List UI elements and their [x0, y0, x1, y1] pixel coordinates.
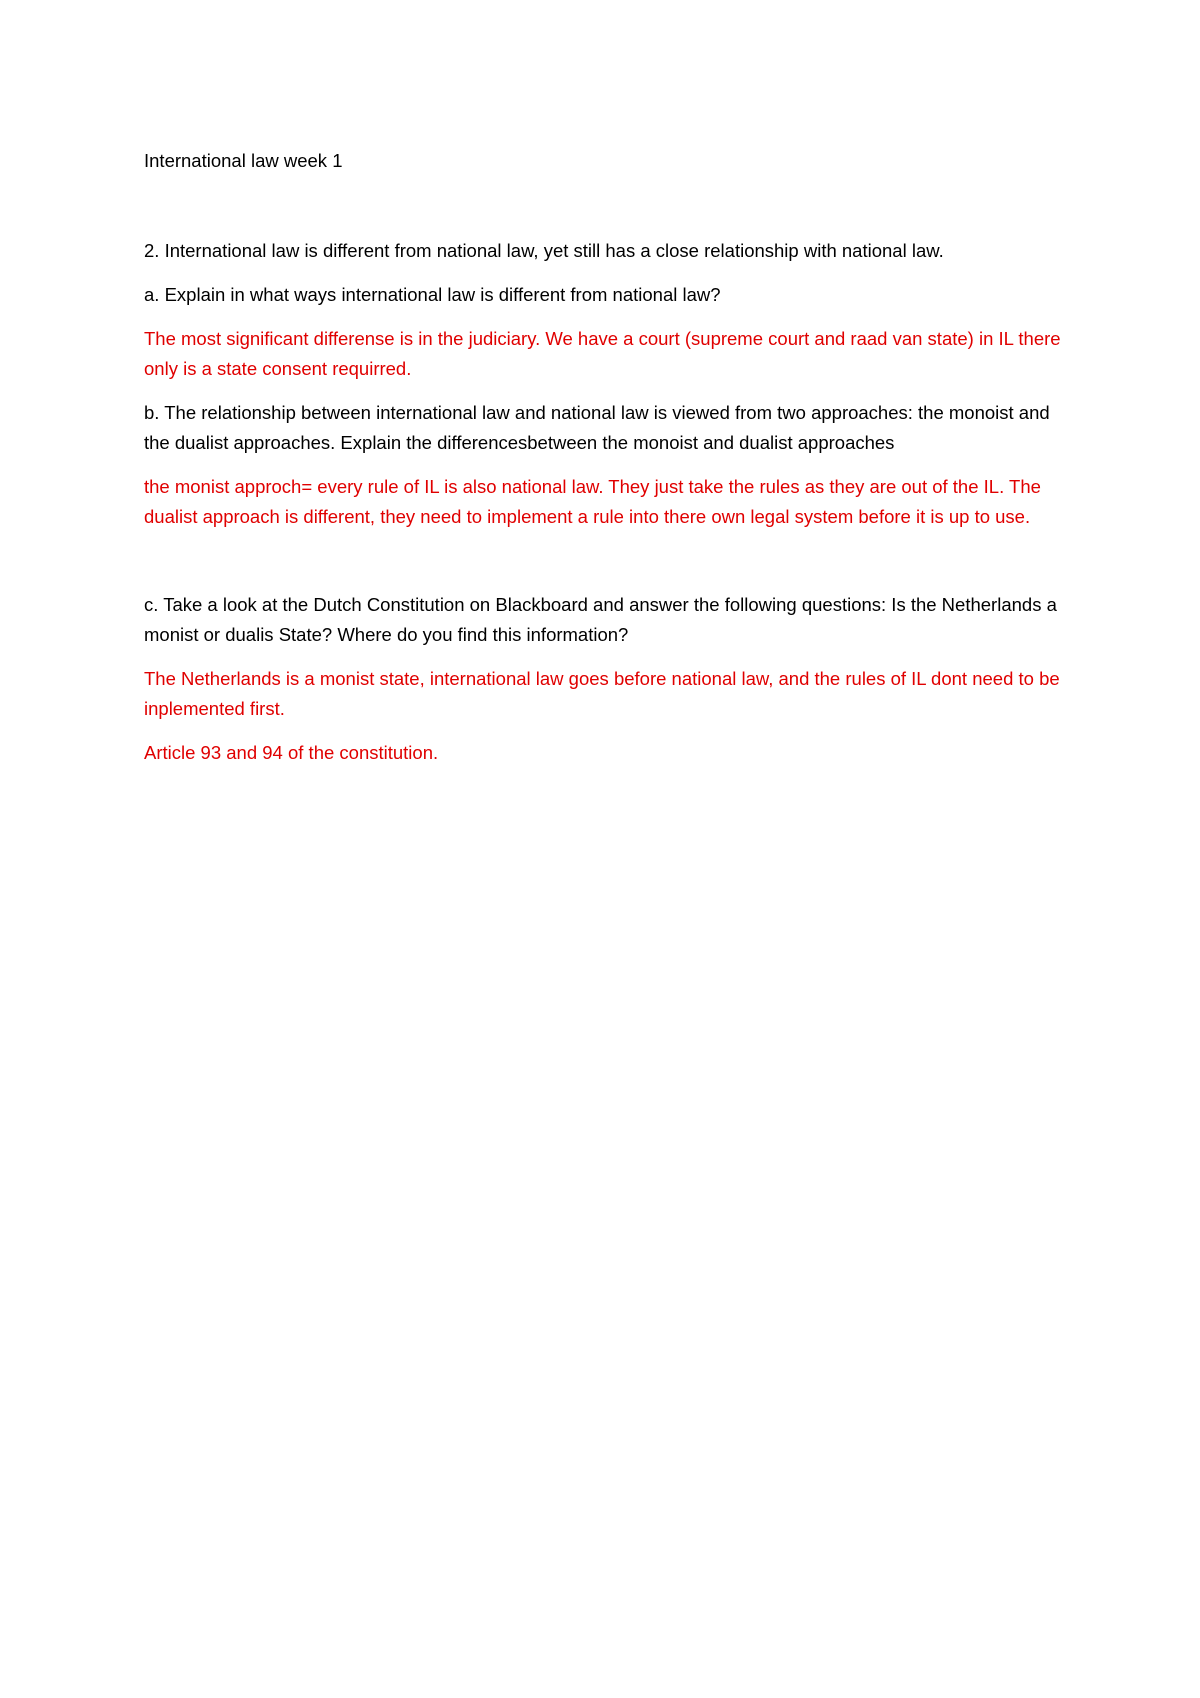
question-c [144, 590, 1064, 650]
question-b [144, 398, 1064, 458]
question-c-text: Take a look at the Dutch Constitution on Blackboard and answer the following questions: Is the Netherlands a monist or dualis State? Where do you find this information? [144, 594, 1057, 645]
question-b-label: b. [144, 402, 160, 423]
question-c-label: c. [144, 594, 159, 615]
document-title: International law week 1 [144, 150, 343, 171]
question-a-text: Explain in what ways international law is different from national law? [159, 284, 721, 305]
question-b-text: The relationship between international law and national law is viewed from two approaches: the monoist and the dualist approaches. Explain the differencesbetween the monoist and dualist approaches [144, 402, 1050, 453]
question-2-number: 2. [144, 240, 160, 261]
answer-c-2: Article 93 and 94 of the constitution. [144, 742, 439, 763]
question-a [144, 280, 1064, 310]
question-2-text: International law is different from national law, yet still has a close relationship with national law. [159, 240, 944, 261]
answer-a: The most significant differense is in the judiciary. We have a court (supreme court and raad van state) in IL there only is a state consent requirred. [144, 328, 1061, 379]
document-body [144, 146, 1064, 782]
answer-c-1: The Netherlands is a monist state, international law goes before national law, and the rules of IL dont need to be inplemented first. [144, 668, 1060, 719]
answer-b: the monist approch= every rule of IL is also national law. They just take the rules as they are out of the IL. The dualist approach is different, they need to implement a rule into there own legal system before it is up to use. [144, 476, 1041, 527]
question-a-label: a. [144, 284, 160, 305]
question-2 [144, 236, 1064, 266]
